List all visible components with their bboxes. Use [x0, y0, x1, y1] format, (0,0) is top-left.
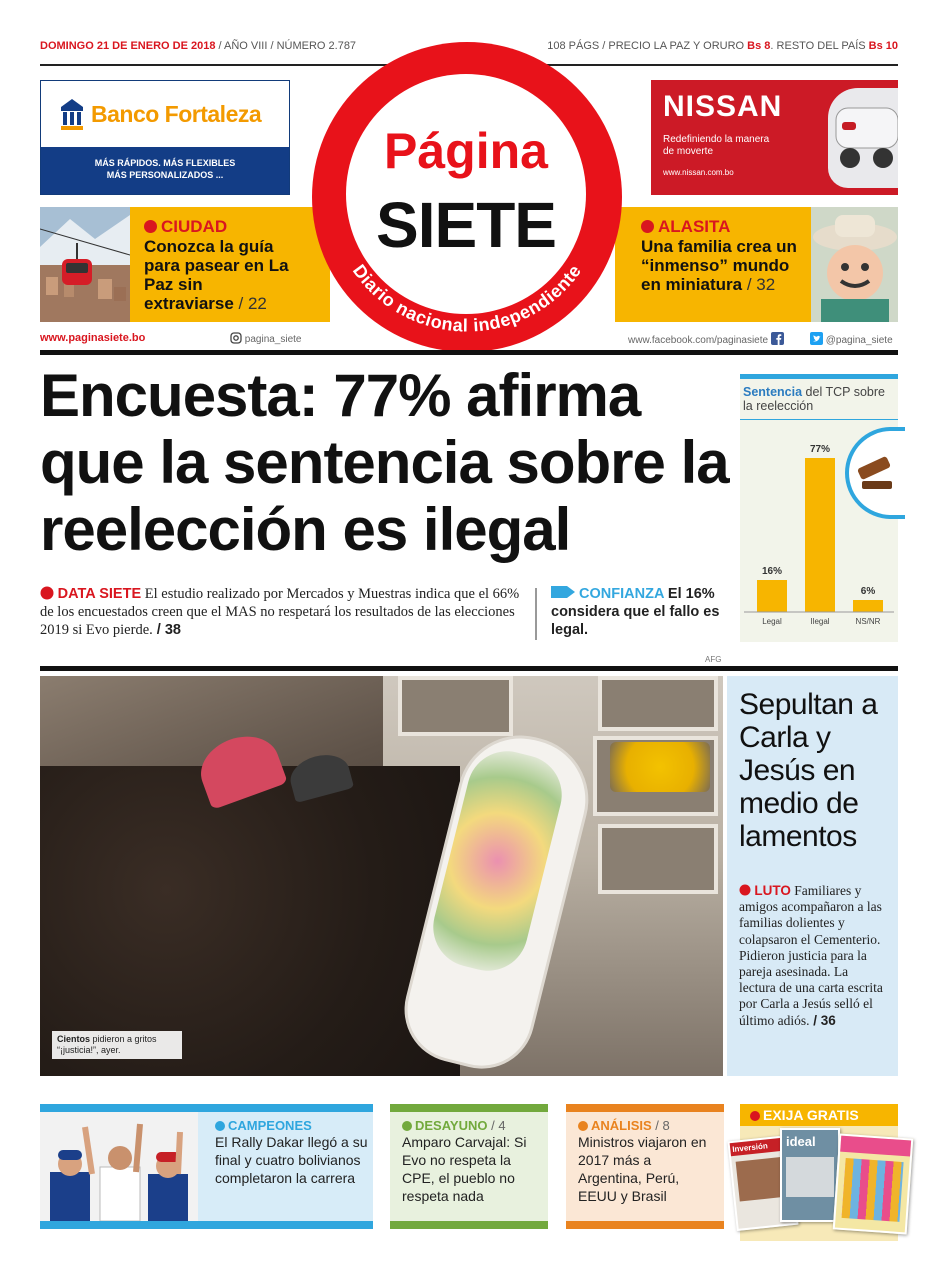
facebook-url: www.facebook.com/paginasiete: [628, 335, 769, 346]
magazine-banner: [840, 1136, 911, 1157]
chart-title-bold: Sentencia: [743, 385, 803, 399]
bullet-icon: [641, 220, 654, 233]
lede-text: El estudio realizado por Mercados y Muestras indica que el 66% de los encuestados creen que el MAS no respetará los resultados de las elecciones 2019 si Evo pierde.: [40, 586, 520, 638]
teaser-bottom-bar: [390, 1221, 548, 1229]
motto-text: Diario nacional independiente: [348, 260, 586, 336]
cemetery-niche: [598, 824, 718, 894]
teaser-headline: Conozca la guía para pasear en La Paz sin extraviarse: [144, 237, 289, 313]
side-lede-kicker: CONFIANZA: [579, 586, 664, 602]
teaser-kicker: [144, 217, 330, 237]
chart-value-label: 77%: [809, 444, 831, 455]
bullet-icon: [578, 1121, 588, 1131]
teaser-kicker-label: CAMPEONES: [228, 1118, 312, 1133]
bullet-icon: [40, 586, 54, 600]
teaser-content: [215, 1118, 370, 1187]
twitter-icon: [810, 332, 823, 345]
caption-text: pidieron a gritos “¡justicia!”, ayer.: [57, 1034, 157, 1055]
teaser-ciudad[interactable]: [130, 207, 330, 322]
masthead-divider: [40, 350, 898, 355]
masthead-motto: [312, 42, 622, 352]
teaser-text: [144, 237, 294, 313]
instagram-label: pagina_siete: [244, 334, 302, 345]
magazine-cover: [780, 1128, 840, 1222]
bank-name: Banco Fortaleza: [91, 100, 262, 127]
teaser-text: [641, 237, 801, 294]
teaser-bottom-bar: [566, 1221, 724, 1229]
svg-text:Diario nacional independiente: [349, 261, 585, 336]
magazine-image: [842, 1158, 904, 1222]
teaser-top-bar: [390, 1104, 548, 1112]
facebook-icon: [771, 332, 784, 345]
main-headline[interactable]: Encuesta: 77% afirma que la sentencia sobre la reelección es ilegal: [40, 362, 729, 563]
web-links: [40, 332, 898, 346]
teaser-page: / 22: [233, 294, 267, 313]
chart-bar-nsnr: [853, 600, 883, 612]
teaser-kicker: [641, 217, 811, 237]
photo-caption: [52, 1031, 182, 1059]
teaser-headline: Una familia crea un “inmenso” mundo en miniatura: [641, 237, 797, 294]
chart-value-label: 6%: [860, 586, 876, 597]
magazine-cover: [833, 1134, 914, 1235]
bank-ad[interactable]: [40, 80, 290, 195]
promo-banner[interactable]: [740, 1104, 898, 1126]
bank-slogan-2: MÁS PERSONALIZADOS ...: [106, 170, 224, 180]
baby-photo: [811, 207, 898, 322]
nissan-url: www.nissan.com.bo: [663, 168, 734, 177]
logo-pagina: Página: [384, 123, 548, 179]
dakar-photo: [40, 1112, 198, 1221]
promo-label: EXIJA GRATIS: [763, 1107, 859, 1123]
chart-category-label: NS/NR: [855, 617, 881, 626]
magazine-image: [786, 1157, 834, 1197]
main-photo[interactable]: [40, 676, 723, 1076]
magazine-title: Inversión: [730, 1137, 789, 1156]
bullet-icon: [215, 1121, 225, 1131]
nissan-ad[interactable]: [651, 80, 898, 195]
story-body: [739, 883, 887, 1029]
teaser-kicker-label: ANÁLISIS: [591, 1118, 652, 1133]
poll-bar-chart: [740, 420, 898, 642]
promo-magazines[interactable]: [731, 1126, 898, 1241]
chart-bar-ilegal: [805, 458, 835, 612]
cable-car-photo: [40, 207, 130, 322]
teaser-campeones[interactable]: [40, 1104, 373, 1229]
lede-page: / 38: [152, 622, 181, 638]
twitter-handle: @pagina_siete: [825, 335, 893, 346]
cemetery-niche: [398, 676, 513, 736]
teaser-text: Amparo Carvajal: Si Evo no respeta la CPE, el pueblo no respeta nada: [402, 1134, 527, 1204]
caption-bold: Cientos: [57, 1034, 91, 1044]
price-rest: Bs 10: [868, 40, 898, 52]
teaser-kicker: [578, 1118, 718, 1133]
pages-price-label: 108 PÁGS / PRECIO LA PAZ Y ORURO: [547, 40, 748, 52]
teaser-kicker: [215, 1118, 370, 1133]
story-text: Familiares y amigos acompañaron a las familias dolientes y colapsaron el Cementerio. Pidieron justicia para la pareja asesinada. La lectura de una carta escrita por Carla a Jesús selló el último adiós.: [739, 883, 883, 1028]
bank-slogan-1: MÁS RÁPIDOS. MÁS FLEXIBLES: [94, 158, 236, 168]
section-divider: [40, 666, 898, 671]
price-lapaz: Bs 8: [747, 40, 771, 52]
cemetery-niche: [598, 676, 718, 731]
teaser-page: / 8: [651, 1118, 670, 1133]
bullet-icon: [739, 884, 751, 896]
teaser-alasita[interactable]: [615, 207, 811, 322]
teaser-kicker: [402, 1118, 542, 1133]
website-link[interactable]: www.paginasiete.bo: [40, 332, 146, 344]
story-title[interactable]: Sepultan a Carla y Jesús en medio de lamentos: [739, 688, 878, 853]
chart-bar-legal: [757, 580, 787, 612]
photo-credit: AFG: [705, 655, 722, 664]
issue-date: DOMINGO 21 DE ENERO DE 2018: [40, 40, 216, 52]
chart-title-rest: del TCP sobre la reelección: [743, 385, 885, 413]
chart-value-label: 16%: [761, 566, 783, 577]
bullet-icon: [750, 1111, 760, 1121]
side-lede: [551, 585, 726, 639]
issue-number: / AÑO VIII / NÚMERO 2.787: [215, 40, 357, 52]
teaser-page: / 4: [487, 1118, 506, 1133]
nissan-brand: NISSAN: [663, 90, 783, 123]
bank-logo-icon: [59, 97, 85, 131]
side-lede-text: El 16% considera que el fallo es legal.: [551, 586, 720, 638]
chart-title: [743, 385, 898, 413]
instagram-icon: [230, 332, 242, 344]
price-rest-label: . RESTO DEL PAÍS: [770, 40, 869, 52]
teaser-kicker-label: DESAYUNO: [415, 1118, 488, 1133]
crowd: [40, 766, 460, 1076]
teaser-content: [402, 1118, 542, 1205]
chart-category-label: Legal: [762, 617, 782, 626]
car-image: [828, 88, 898, 188]
flower-wreath: [610, 742, 710, 792]
chart-category-label: Ilegal: [810, 617, 830, 626]
facebook-link[interactable]: [628, 332, 784, 346]
twitter-link[interactable]: [810, 332, 893, 346]
teaser-kicker-label: ALASITA: [658, 217, 731, 236]
magazine-title: ideal: [786, 1134, 816, 1149]
instagram-handle[interactable]: [230, 332, 302, 345]
story-page: / 36: [809, 1012, 836, 1028]
teaser-top-bar: [40, 1104, 373, 1112]
lede-kicker: DATA SIETE: [57, 586, 142, 602]
nissan-tagline: Redefiniendo la manera de moverte: [663, 134, 770, 157]
arrow-tab-icon: [551, 586, 575, 598]
teaser-content: [578, 1118, 718, 1205]
story-kicker: LUTO: [754, 883, 791, 898]
teaser-bottom-bar: [40, 1221, 373, 1229]
bullet-icon: [144, 220, 157, 233]
date-issue: [40, 40, 356, 56]
bullet-icon: [402, 1121, 412, 1131]
column-divider: [535, 588, 537, 640]
lede-paragraph: [40, 585, 520, 639]
teaser-text: Ministros viajaron en 2017 más a Argentina, Perú, EEUU y Brasil: [578, 1134, 707, 1204]
teaser-top-bar: [566, 1104, 724, 1112]
teaser-page: / 32: [742, 275, 776, 294]
teaser-analisis[interactable]: [566, 1104, 724, 1229]
teaser-desayuno[interactable]: [390, 1104, 548, 1229]
teaser-kicker-label: CIUDAD: [161, 217, 228, 236]
logo-siete: SIETE: [376, 189, 556, 261]
teaser-text: El Rally Dakar llegó a su final y cuatro bolivianos completaron la carrera: [215, 1134, 368, 1186]
